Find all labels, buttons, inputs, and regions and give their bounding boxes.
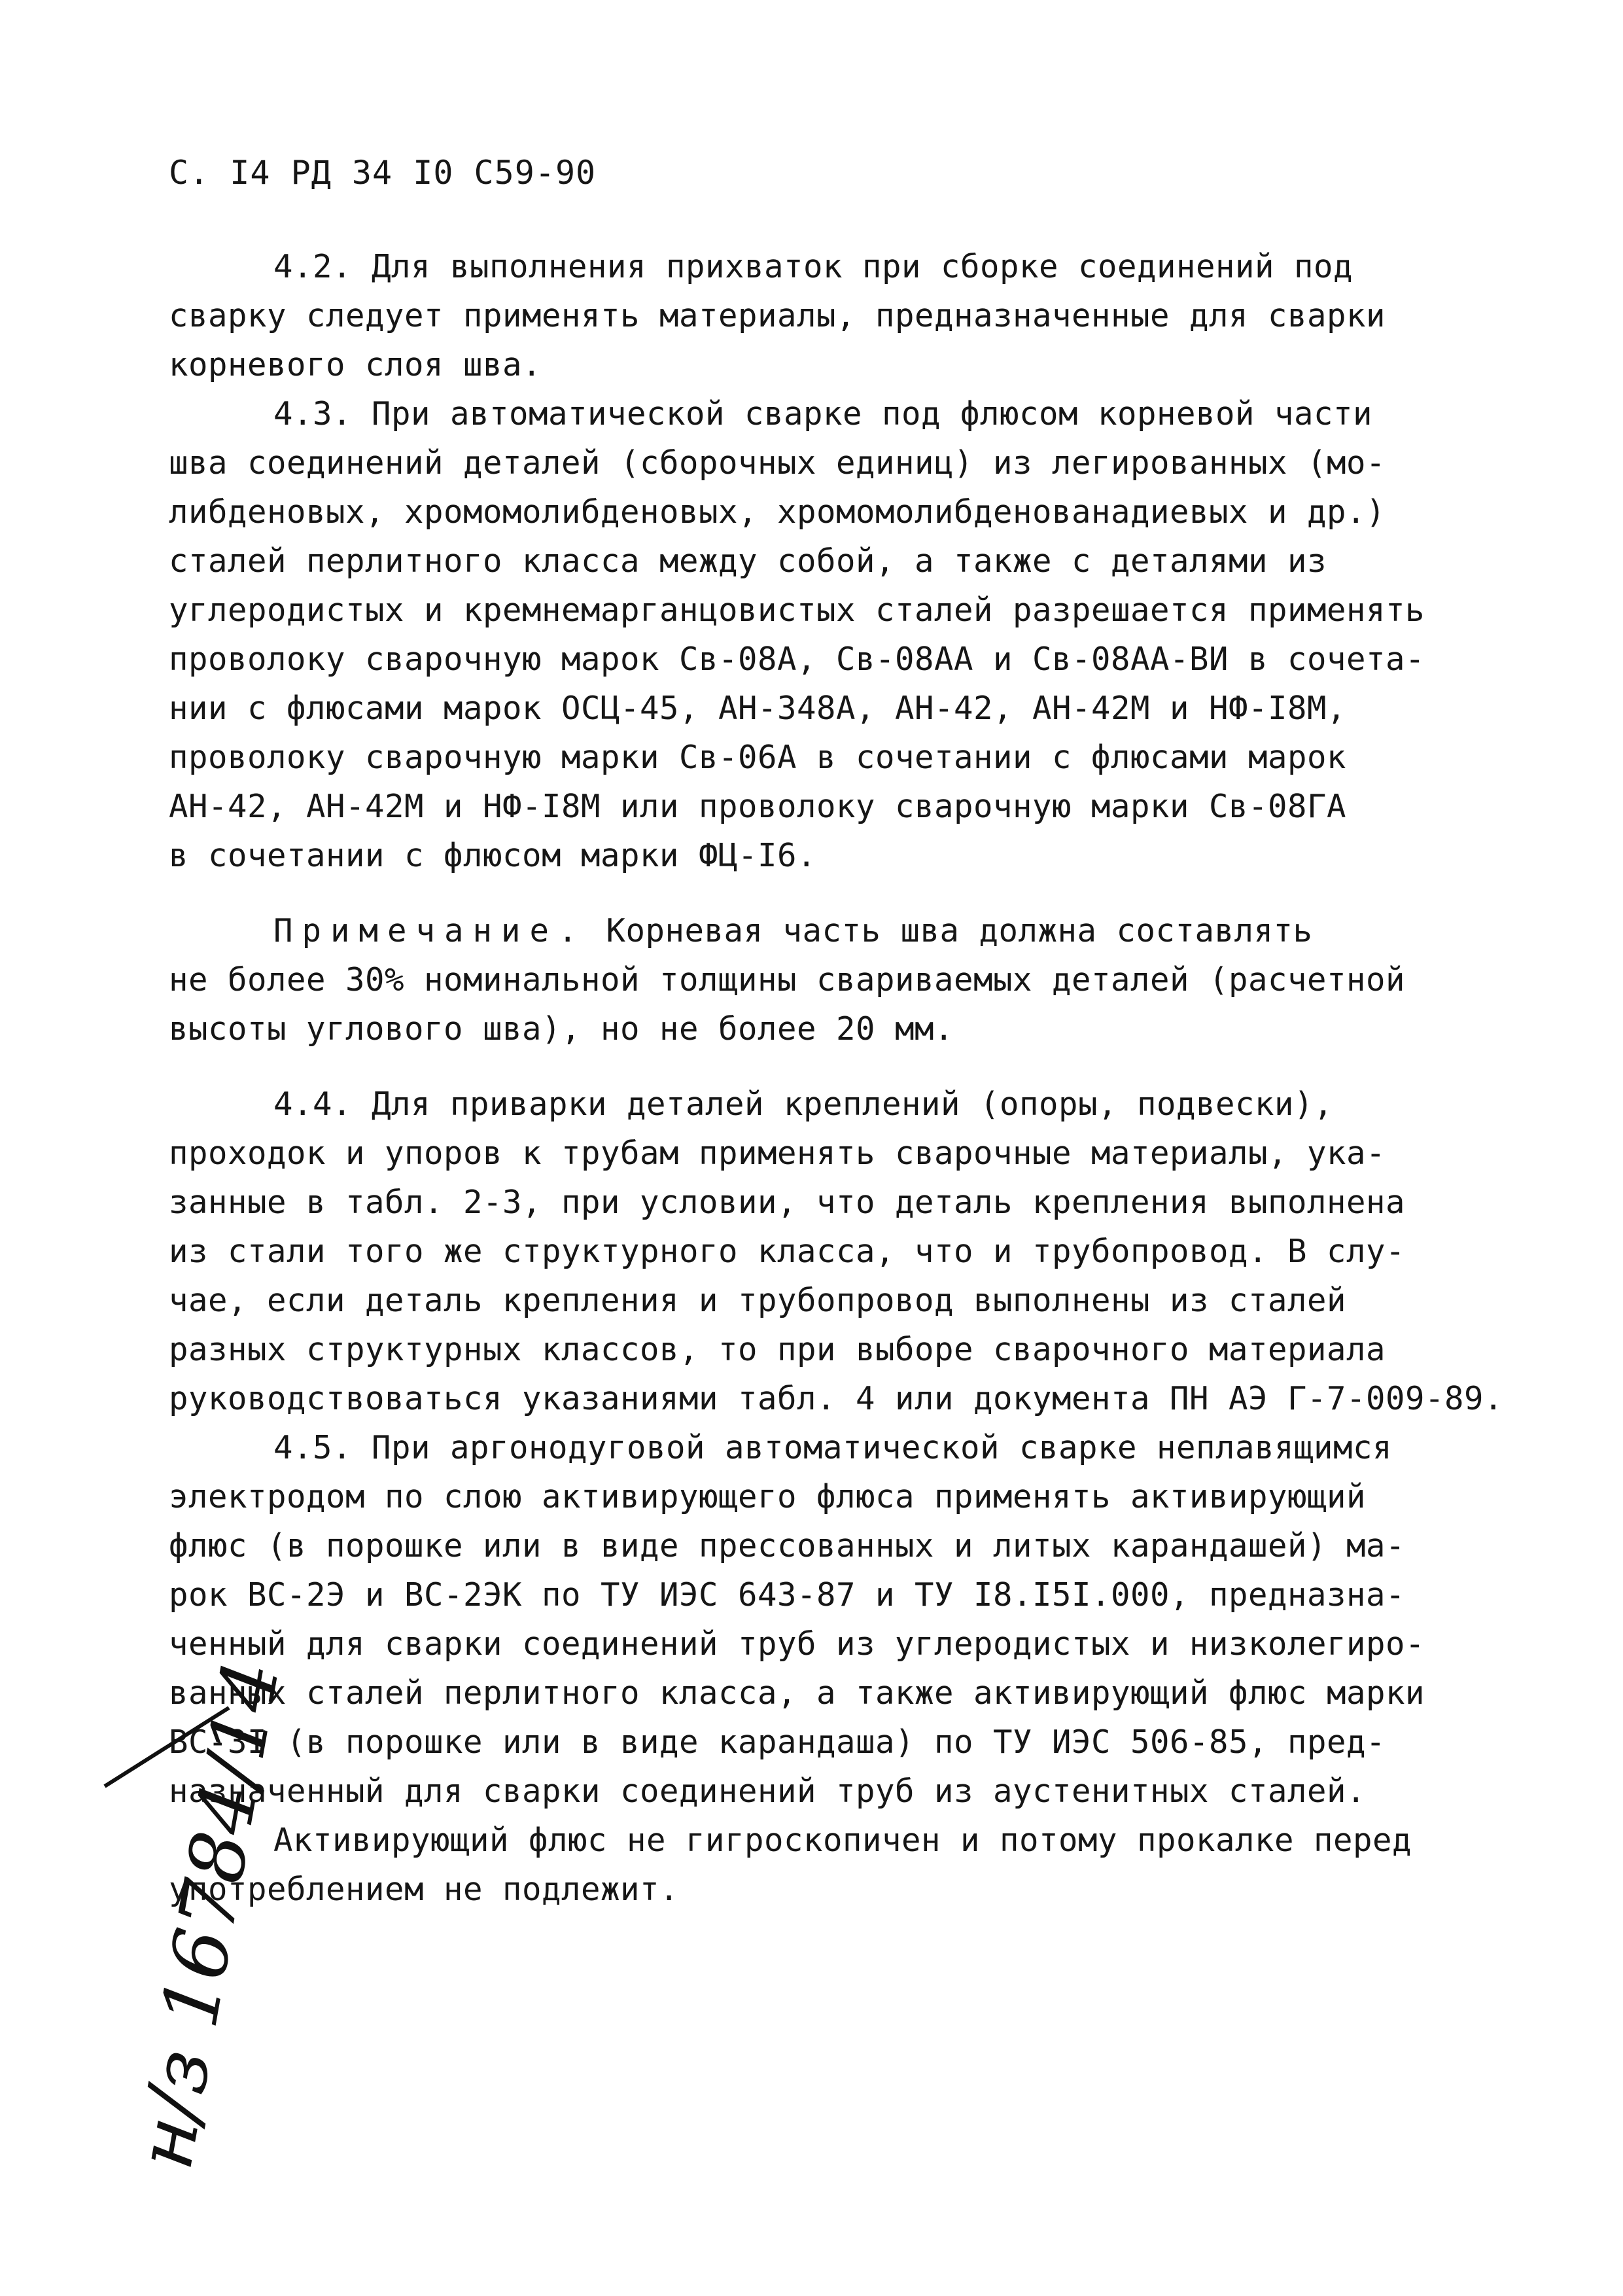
note-label: Примечание.: [273, 912, 587, 949]
text-line: назначенный для сварки соединений труб из аустенитных сталей.: [169, 1773, 1367, 1810]
text-line: 4.2. Для выполнения прихваток при сборке соединений под: [273, 248, 1353, 285]
page-reference: С. I4 РД 34 I0 С59-90: [169, 154, 597, 192]
text-line: ВС-3I (в порошке или в виде карандаша) по ТУ ИЭС 506-85, пред-: [169, 1723, 1386, 1761]
text-line: ченный для сварки соединений труб из углеродистых и низколегиро-: [169, 1625, 1425, 1663]
note-paragraph: [169, 906, 1582, 1053]
paragraph-4-3: [169, 389, 1582, 880]
text-line: в сочетании с флюсом марки ФЦ-I6.: [169, 837, 817, 874]
handwritten-inventory-stamp: [79, 1654, 297, 2179]
text-line: из стали того же структурного класса, что и трубопровод. В слу-: [169, 1233, 1406, 1270]
text-line: сталей перлитного класса между собой, а также с деталями из: [169, 542, 1327, 580]
text-line: занные в табл. 2-3, при условии, что деталь крепления выполнена: [169, 1184, 1406, 1221]
text-line: 4.3. При автоматической сварке под флюсом корневой части: [273, 395, 1373, 433]
text-line: углеродистых и кремнемарганцовистых сталей разрешается применять: [169, 592, 1425, 629]
text-line: сварку следует применять материалы, предназначенные для сварки: [169, 297, 1386, 334]
document-body: [169, 242, 1582, 1914]
text-line: 4.4. Для приварки деталей креплений (опоры, подвески),: [273, 1086, 1334, 1123]
text-line: шва соединений деталей (сборочных единиц) из легированных (мо-: [169, 444, 1386, 482]
text-line: Корневая часть шва должна составлять: [586, 912, 1313, 949]
text-line: ванных сталей перлитного класса, а также активирующий флюс марки: [169, 1674, 1425, 1712]
text-line: разных структурных классов, то при выборе сварочного материала: [169, 1331, 1386, 1368]
text-line: высоты углового шва), но не более 20 мм.: [169, 1010, 954, 1048]
paragraph-4-2: [169, 242, 1582, 389]
stamp-text: н/з 16784/14: [118, 1654, 297, 2176]
text-line: проволоку сварочную марок Св-08А, Св-08АА и Св-08АА-ВИ в сочета-: [169, 641, 1425, 678]
text-line: рок ВС-2Э и ВС-2ЭК по ТУ ИЭС 643-87 и ТУ I8.I5I.000, предназна-: [169, 1576, 1406, 1614]
text-line: Активирующий флюс не гигроскопичен и потому прокалке перед: [273, 1822, 1412, 1859]
text-line: 4.5. При аргонодуговой автоматической сварке неплавящимся: [273, 1429, 1393, 1466]
text-line: корневого слоя шва.: [169, 346, 542, 383]
text-line: проходок и упоров к трубам применять сварочные материалы, ука-: [169, 1135, 1386, 1172]
text-line: употреблением не подлежит.: [169, 1871, 680, 1908]
text-line: проволоку сварочную марки Св-06А в сочетании с флюсами марок: [169, 739, 1347, 776]
text-line: электродом по слою активирующего флюса применять активирующий: [169, 1478, 1367, 1515]
paragraph-activating-flux-note: [169, 1816, 1582, 1914]
text-line: руководствоваться указаниями табл. 4 или документа ПН АЭ Г-7-009-89.: [169, 1380, 1504, 1417]
text-line: нии с флюсами марок ОСЦ-45, АН-348А, АН-42, АН-42М и НФ-I8М,: [169, 690, 1347, 727]
text-line: АН-42, АН-42М и НФ-I8М или проволоку сварочную марки Св-08ГА: [169, 788, 1347, 825]
text-line: чае, если деталь крепления и трубопровод выполнены из сталей: [169, 1282, 1347, 1319]
text-line: не более 30% номинальной толщины свариваемых деталей (расчетной: [169, 961, 1406, 998]
stamp-drawing: [79, 1654, 297, 2179]
note-first-line: [169, 906, 1582, 955]
paragraph-4-4: [169, 1080, 1582, 1423]
paragraph-4-5: [169, 1423, 1582, 1816]
text-line: флюс (в порошке или в виде прессованных и литых карандашей) ма-: [169, 1527, 1406, 1564]
text-line: либденовых, хромомолибденовых, хромомолибденованадиевых и др.): [169, 493, 1386, 531]
